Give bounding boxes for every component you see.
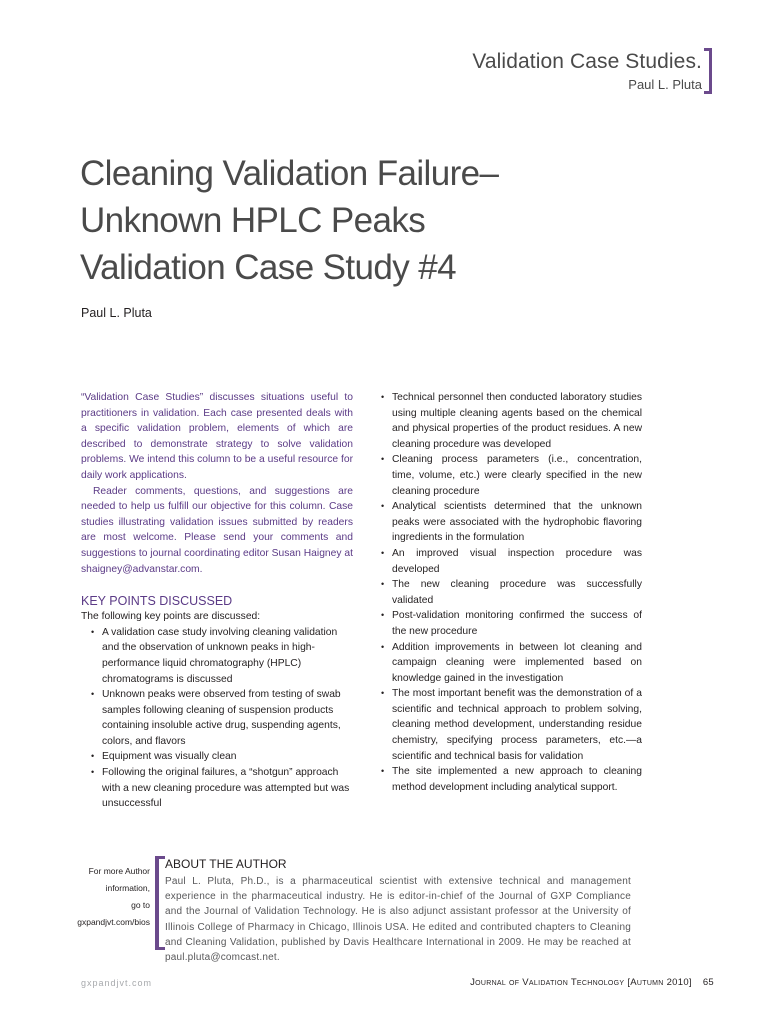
series-title: Validation Case Studies. — [472, 50, 702, 73]
author-bracket-decoration — [155, 856, 165, 950]
column-intro — [81, 390, 353, 577]
key-point-item: • The new cleaning procedure was successfully validated — [381, 577, 642, 608]
author-info-side-note — [60, 863, 150, 931]
key-points-list-right — [381, 390, 642, 795]
key-points-heading: KEY POINTS DISCUSSED — [81, 594, 233, 609]
side-note-line: information, — [105, 883, 150, 893]
article-title-line: Validation Case Study #4 — [80, 248, 457, 287]
series-bracket-decoration — [704, 48, 712, 94]
side-note-link[interactable]: gxpandjvt.com/bios — [77, 917, 150, 927]
key-point-item: • The site implemented a new approach to cleaning method development including analytical support. — [381, 764, 642, 795]
article-byline: Paul L. Pluta — [81, 306, 152, 320]
key-points-list-left — [91, 625, 353, 812]
series-header — [472, 50, 702, 92]
intro-paragraph: Reader comments, questions, and suggestions are needed to help us fulfill our objective for this column. Case studies illustrating validation issues submitted by readers are most welcome. Please send your comments and suggestions to journal coordinating editor Susan Haigney at shaigney@advanstar.com. — [81, 485, 353, 575]
footer-site[interactable]: gxpandjvt.com — [81, 978, 153, 988]
footer-journal-name: Journal of Validation Technology — [470, 977, 625, 988]
article-title — [80, 150, 498, 291]
key-point-item: • The most important benefit was the demonstration of a scientific and technical approach to problem solving, cleaning method development, understanding residue chemistry, specifying process parameters, etc.—a scientific and technical basis for validation — [381, 686, 642, 764]
key-point-item: • Post-validation monitoring confirmed the success of the new procedure — [381, 608, 642, 639]
intro-paragraph: “Validation Case Studies” discusses situations useful to practitioners in validation. Each case presented deals with a specific validation problem, elements of which are described to demonstrate strategy to solve validation problems. We intend this column to be a useful resource for daily work applications. — [81, 392, 353, 481]
series-author: Paul L. Pluta — [628, 77, 702, 92]
key-point-item: • Addition improvements in between lot cleaning and campaign cleaning were implemented based on knowledge gained in the investigation — [381, 640, 642, 687]
footer-journal-info — [470, 977, 714, 988]
key-point-item: • Equipment was visually clean — [91, 749, 353, 765]
key-point-item: • An improved visual inspection procedure was developed — [381, 546, 642, 577]
key-point-item: • Unknown peaks were observed from testing of swab samples following cleaning of suspension products containing insoluble active drug, suspending agents, colors, and flavors — [91, 687, 353, 749]
side-note-line: go to — [131, 900, 150, 910]
about-author-heading: ABOUT THE AUTHOR — [165, 857, 287, 871]
key-points-lead: The following key points are discussed: — [81, 611, 261, 623]
key-point-item: • Technical personnel then conducted laboratory studies using multiple cleaning agents based on the chemical and physical properties of the product residues. A new cleaning procedure was developed — [381, 390, 642, 452]
key-point-item: • A validation case study involving cleaning validation and the observation of unknown peaks in high-performance liquid chromatography (HPLC) chromatograms is discussed — [91, 625, 353, 687]
footer-issue: [Autumn 2010] — [627, 977, 692, 988]
key-point-item: • Following the original failures, a “shotgun” approach with a new cleaning procedure was attempted but was unsuccessful — [91, 765, 353, 812]
article-title-line: Unknown HPLC Peaks — [80, 201, 426, 240]
key-point-item: • Cleaning process parameters (i.e., concentration, time, volume, etc.) were clearly specified in the new cleaning procedure — [381, 452, 642, 499]
left-column — [81, 390, 353, 812]
article-title-line: Cleaning Validation Failure– — [80, 154, 499, 193]
key-point-item: • Analytical scientists determined that the unknown peaks were associated with the hydrophobic flavoring ingredients in the formulation — [381, 499, 642, 546]
footer-page-number: 65 — [702, 977, 714, 988]
right-column — [381, 390, 642, 795]
side-note-line: For more Author — [88, 866, 150, 876]
about-author-text: Paul L. Pluta, Ph.D., is a pharmaceutical scientist with extensive technical and management experience in the pharmaceutical industry. He is editor-in-chief of the Journal of GXP Compliance and the Journal of Validation Technology. He is also adjunct assistant professor at the University of Illinois College of Pharmacy in Chicago, Illinois USA. He edited and contributed chapters to Cleaning and Cleaning Validation, published by Davis Healthcare International in 2009. He may be reached at paul.pluta@comcast.net. — [165, 876, 631, 964]
